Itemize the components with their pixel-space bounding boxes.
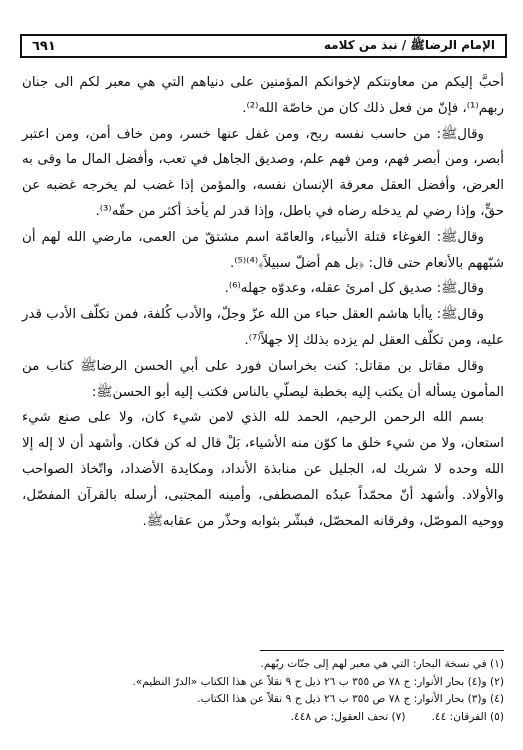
footnote: (٥) الفرقان: ٤٤.: [431, 710, 504, 723]
running-header: [20, 34, 507, 58]
footnote-row: [22, 709, 504, 727]
header-title: الإمام الرضاﷺ / نبذ من كلامه: [323, 37, 495, 52]
main-text: [22, 70, 504, 534]
paragraph: وقالﷺ: الغوغاء قتلة الأنبياء، والعامّة اسم مشتقّ من العمى، مارضي الله لهم أن شبّههم بالأنعام حتى قال: ﴿بل هم أضلّ سبيلاً﴾⁽⁴⁾⁽⁵⁾.: [22, 229, 504, 271]
footnote: (١) في نسخة البحار: التي هي معبر لهم إلى جنّات ربّهم.: [260, 658, 504, 670]
footnote: (٢) و(٤) بحار الأنوار: ج ٧٨ ص ٣٥٥ ب ٢٦ ذيل ح ٩ نقلاً عن هذا الكتاب «الدرّ النظيم».: [132, 675, 504, 688]
footnote: (٤) و(٣) بحار الأنوار: ج ٧٨ ص ٣٥٥ ب ٢٦ ذيل ح ٩ نقلاً عن هذا الكتاب.: [197, 693, 504, 705]
paragraph: وقالﷺ: من حاسب نفسه ربح، ومن غفل عنها خسر، ومن خاف أمن، ومن اعتبر أبصر، ومن أبصر فهم، ومن فهم علم، وصديق الجاهل في تعب، وأفضل المال ما وقى به العرض، وأفضل العقل معرفة الإنسان نفسه، والمؤمن إذا غضب لم يخرجه غضبه عن حقٍّ، وإذا رضي لم يدخله رضاه في باطل، وإذا قدر لم يأخذ أكثر من حقّه⁽³⁾.: [22, 126, 504, 219]
paragraph: أحبَّ إليكم من معاونتكم لإخوانكم المؤمنين على دنياهم التي هي معبر لكم الى جنان ربهم⁽¹⁾، فإنّ من فعل ذلك كان من خاصّة الله⁽²⁾.: [22, 75, 504, 116]
paragraph: وقالﷺ: صديق كل امرئ عقله، وعدوّه جهله⁽⁶⁾.: [224, 281, 484, 297]
footnote: (٧) تحف العقول: ص ٤٤٨.: [290, 710, 406, 723]
footnote-divider: [260, 650, 504, 651]
page-number: ٦٩١: [32, 38, 56, 54]
paragraph: وقال مقاتل بن مقاتل: كنت بخراسان فورد على أبي الحسن الرضاﷺ كتاب من المأمون يسأله أن يكتب إليه بخطبة ليصلّي بالناس فكتب إليه أبو الحسنﷺ:: [22, 358, 504, 400]
paragraph: وقالﷺ: ياأبا هاشم العقل حباء من الله عزّ وجلّ، والأدب كُلفة، فمن تكلّف الأدب قدر عليه، ومن تكلّف العقل لم يزده بذلك إلا جهلاً⁽⁷⁾.: [22, 307, 504, 348]
paragraph: بسم الله الرحمن الرحيم، الحمد لله الذي لامن شيء كان، ولا على صنع شيء استعان، ولا من شيء خلق ما كوّن منه الأشياء، بَلْ قال له كن فكان. وأشهد أن لا إله إلا الله وحده لا شريك له، الجليل عن منابذة الأنداد، ومكايدة الأضداد، واتّخاذ الصواحب والأولاد. وأشهد أنّ محمّداً عبدُه المصطفى، وأمينه المجتبى، أرسله بالقرآن المفصّل، ووحيه الموصّل، وفرقانه المحصّل، فبشّر بثوابه وحذّر من عقابهﷺ.: [22, 410, 504, 529]
footnotes: [22, 656, 504, 726]
